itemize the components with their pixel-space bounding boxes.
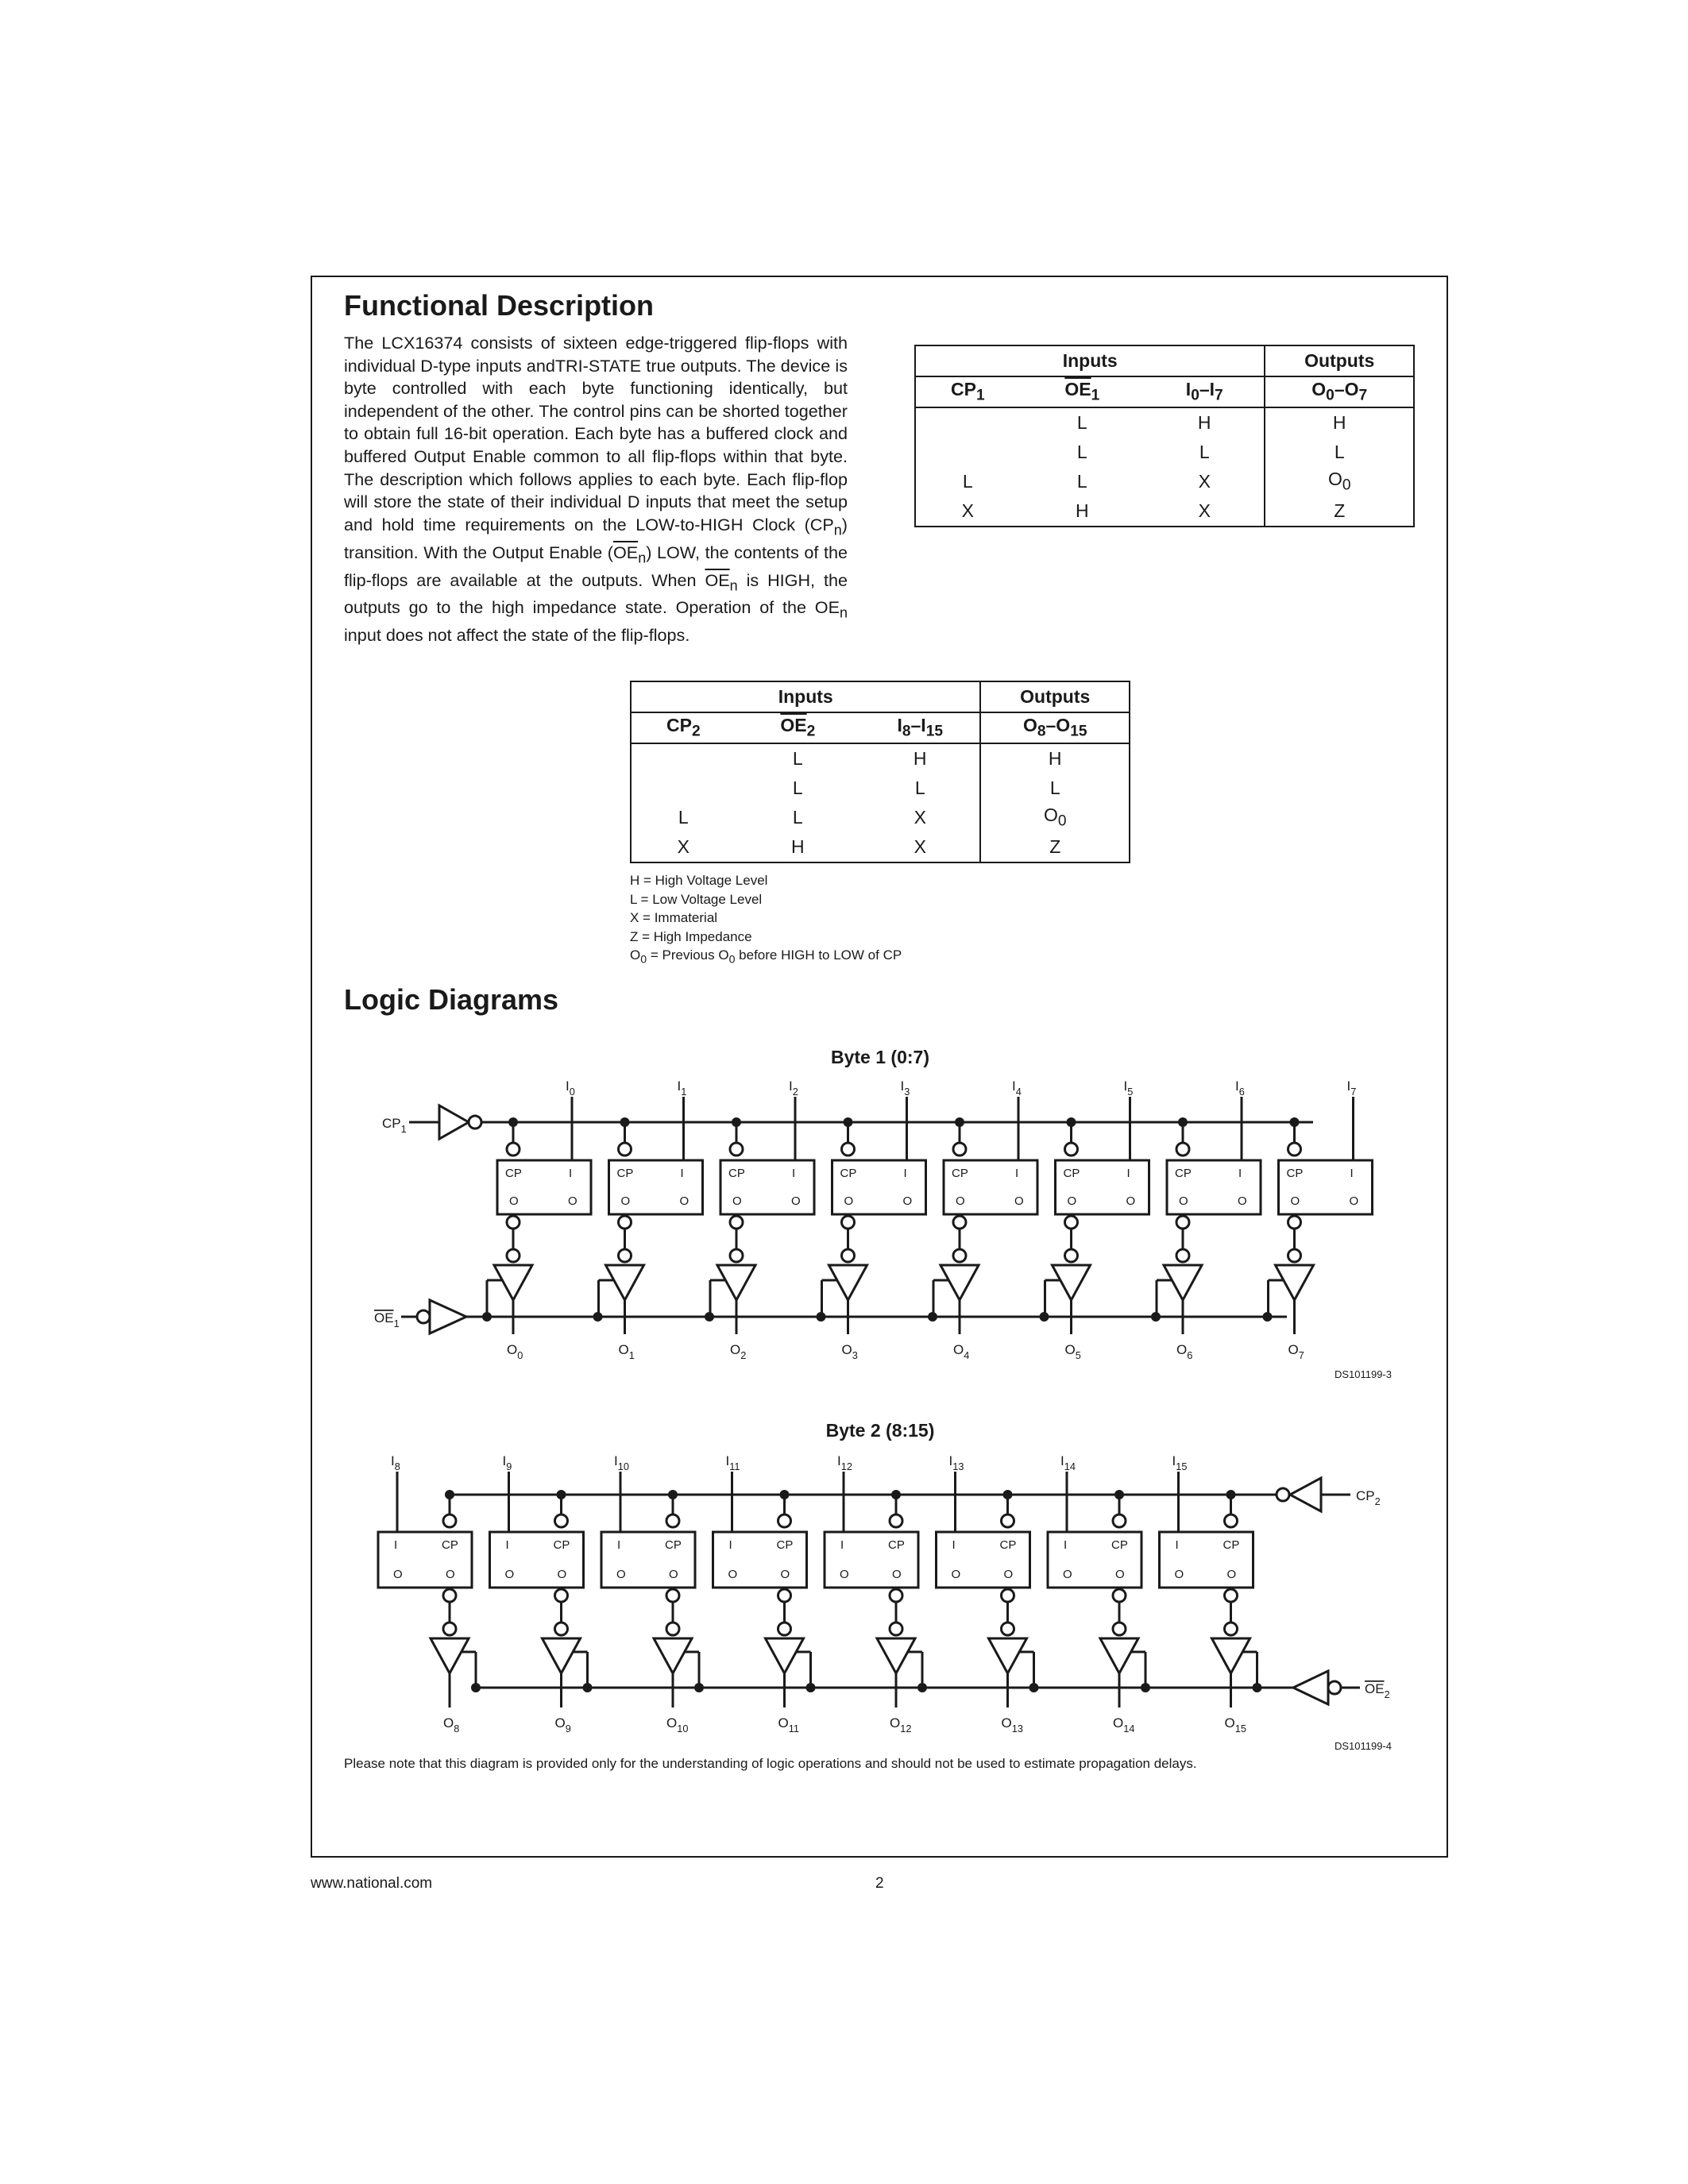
- flip-flop-i-pin: I: [1064, 1538, 1068, 1552]
- inversion-bubble: [1113, 1515, 1126, 1527]
- flip-flop-i-pin: I: [617, 1538, 621, 1552]
- flip-flop-cp-pin: CP: [1111, 1538, 1128, 1552]
- flip-flop-o-pin: O: [1290, 1194, 1300, 1208]
- output-label: $O_{10}$: [666, 1715, 689, 1734]
- flip-flop-o-pin: O: [616, 1568, 626, 1581]
- flip-flop-i-pin: I: [1350, 1167, 1354, 1180]
- inversion-bubble: [778, 1623, 791, 1635]
- tristate-buffer-triangle: [654, 1638, 692, 1673]
- flip-flop-i-pin: I: [1238, 1167, 1242, 1180]
- input-label: $I_6$: [1235, 1078, 1245, 1098]
- flip-flop-o-pin: O: [446, 1568, 455, 1581]
- cp1-buffer-triangle: [439, 1106, 469, 1139]
- tristate-buffer-triangle: [606, 1265, 644, 1300]
- flip-flop-cp-pin: CP: [553, 1538, 570, 1552]
- flip-flop-cp-pin: CP: [1063, 1167, 1080, 1180]
- inversion-bubble: [842, 1249, 855, 1262]
- flip-flop-i-pin: I: [903, 1167, 907, 1180]
- flip-flop-o-pin: O: [892, 1568, 902, 1581]
- figure-id-byte1: DS101199-3: [1334, 1368, 1392, 1380]
- flip-flop-cp-pin: CP: [999, 1538, 1017, 1552]
- tristate-buffer-triangle: [1212, 1638, 1250, 1673]
- flip-flop-i-pin: I: [680, 1167, 684, 1180]
- inversion-bubble: [619, 1216, 632, 1229]
- inversion-bubble: [507, 1216, 520, 1229]
- inversion-bubble: [619, 1249, 632, 1262]
- flip-flop-cp-pin: CP: [1223, 1538, 1240, 1552]
- flip-flop-o-pin: O: [393, 1568, 403, 1581]
- flip-flop-cp-pin: CP: [840, 1167, 857, 1180]
- output-label: $O_1$: [618, 1342, 635, 1361]
- input-label: $I_{15}$: [1172, 1453, 1188, 1472]
- inversion-bubble: [953, 1249, 966, 1262]
- junction-dot: [806, 1683, 816, 1692]
- flip-flop-o-pin: O: [1126, 1194, 1136, 1208]
- output-label: $O_6$: [1176, 1342, 1193, 1361]
- flip-flop-o-pin: O: [791, 1194, 801, 1208]
- junction-dot: [1141, 1683, 1150, 1692]
- output-label: $O_0$: [507, 1342, 523, 1361]
- flip-flop-cp-pin: CP: [1175, 1167, 1192, 1180]
- flip-flop-i-pin: I: [394, 1538, 398, 1552]
- inversion-bubble: [890, 1589, 902, 1602]
- flip-flop-i-pin: I: [840, 1538, 844, 1552]
- inversion-bubble: [730, 1249, 743, 1262]
- flip-flop-o-pin: O: [951, 1568, 961, 1581]
- flip-flop-o-pin: O: [679, 1194, 689, 1208]
- table-row: X H X Z: [631, 832, 1130, 862]
- col-header-inputs: $I_8-I_{15}$: [860, 712, 980, 743]
- tristate-buffer-triangle: [877, 1638, 915, 1673]
- inversion-bubble: [1002, 1589, 1014, 1602]
- tristate-buffer-triangle: [941, 1265, 979, 1300]
- flip-flop-cp-pin: CP: [888, 1538, 905, 1552]
- functional-description-paragraph: The LCX16374 consists of sixteen edge-triggered flip-flops with individual D-type inputs andTRI-STATE true outputs. The device is byte controlled with each byte functioning identically, but independent of the other. The control pins can be shorted together to obtain full 16-bit operation. Each byte has a buffered clock and buffered Output Enable common to all flip-flops within that byte. The description which follows applies to each byte. Each flip-flop will store the state of their individual D inputs that meet the setup and hold time requirements on the LOW-to-HIGH Clock $(CP_n)$ transition. With the Output Enable $(\overline{OE}_n)$ LOW, the contents of the flip-flops are available at the outputs. When $\overline{OE}_n$ is HIGH, the outputs go to the high impedance state. Operation of the $OE_n$ input does not affect the state of the flip-flops.: [344, 333, 848, 646]
- input-label: $I_{12}$: [837, 1453, 852, 1472]
- inversion-bubble: [443, 1589, 456, 1602]
- flip-flop-i-pin: I: [1175, 1538, 1179, 1552]
- inversion-bubble: [619, 1143, 632, 1156]
- inversion-bubble: [555, 1515, 568, 1527]
- junction-dot: [471, 1683, 481, 1692]
- flip-flop-o-pin: O: [956, 1194, 965, 1208]
- flip-flop-o-pin: O: [504, 1568, 515, 1581]
- output-label: $O_5$: [1064, 1342, 1081, 1361]
- output-label: $O_{14}$: [1113, 1715, 1135, 1734]
- group-header-outputs: Outputs: [1265, 345, 1414, 376]
- input-label: $I_2$: [789, 1078, 798, 1098]
- inversion-bubble: [953, 1216, 966, 1229]
- group-header-inputs: Inputs: [631, 681, 980, 712]
- output-label: $O_7$: [1288, 1342, 1304, 1361]
- inversion-bubble: [555, 1623, 568, 1635]
- flip-flop-o-pin: O: [1238, 1194, 1247, 1208]
- input-label: $I_7$: [1346, 1078, 1357, 1098]
- flip-flop-o-pin: O: [844, 1194, 854, 1208]
- inversion-bubble: [555, 1589, 568, 1602]
- legend-immaterial: X = Immaterial: [630, 910, 718, 925]
- flip-flop-o-pin: O: [1115, 1568, 1125, 1581]
- table-row: L H H: [915, 407, 1414, 438]
- input-label: $I_0$: [566, 1078, 575, 1098]
- inversion-bubble: [1176, 1143, 1189, 1156]
- output-label: $O_9$: [554, 1715, 571, 1734]
- inversion-bubble: [1065, 1143, 1078, 1156]
- flip-flop-o-pin: O: [1003, 1568, 1014, 1581]
- flip-flop-i-pin: I: [728, 1538, 732, 1552]
- col-header-inputs: $I_0-I_7$: [1145, 376, 1265, 407]
- flip-flop-o-pin: O: [1349, 1194, 1359, 1208]
- inversion-bubble: [842, 1216, 855, 1229]
- table-row: L L L: [631, 774, 1130, 803]
- inversion-bubble: [890, 1623, 902, 1635]
- col-header-oe: $\overline{OE}_2$: [736, 712, 860, 743]
- flip-flop-o-pin: O: [902, 1194, 913, 1208]
- flip-flop-cp-pin: CP: [1286, 1167, 1304, 1180]
- flip-flop-i-pin: I: [569, 1167, 573, 1180]
- inversion-bubble: [1288, 1216, 1301, 1229]
- flip-flop-o-pin: O: [1014, 1194, 1024, 1208]
- flip-flop-cp-pin: CP: [728, 1167, 745, 1180]
- legend-high-impedance: Z = High Impedance: [630, 928, 752, 944]
- oe1-buffer-triangle: [430, 1300, 466, 1333]
- oe2-buffer-triangle: [1293, 1671, 1328, 1704]
- inversion-bubble: [1277, 1488, 1289, 1501]
- cp1-label: $CP_1$: [382, 1116, 407, 1135]
- inversion-bubble: [1176, 1216, 1189, 1229]
- table-row: L L X $O_0$: [631, 803, 1130, 832]
- input-label: $I_5$: [1123, 1078, 1134, 1098]
- legend-previous: $O_0$ = Previous $O_0$ before HIGH to LOW of CP: [630, 947, 902, 967]
- inversion-bubble: [443, 1515, 456, 1527]
- legend-low: L = Low Voltage Level: [630, 891, 763, 907]
- input-label: $I_{11}$: [725, 1453, 740, 1472]
- inversion-bubble: [443, 1623, 456, 1635]
- table-row: L L L: [915, 438, 1414, 467]
- table-row: L H H: [631, 743, 1130, 774]
- inversion-bubble: [1225, 1623, 1238, 1635]
- flip-flop-o-pin: O: [728, 1568, 738, 1581]
- junction-dot: [694, 1683, 704, 1692]
- junction-dot: [1029, 1683, 1039, 1692]
- tristate-buffer-triangle: [431, 1638, 469, 1673]
- tristate-buffer-triangle: [717, 1265, 755, 1300]
- tristate-buffer-triangle: [989, 1638, 1027, 1673]
- inversion-bubble: [1176, 1249, 1189, 1262]
- flip-flop-cp-pin: CP: [442, 1538, 458, 1552]
- junction-dot: [482, 1312, 492, 1322]
- footer-url[interactable]: www.national.com: [311, 1875, 433, 1892]
- output-label: $O_{12}$: [890, 1715, 912, 1734]
- cp2-label: $CP_2$: [1356, 1488, 1381, 1507]
- flip-flop-cp-pin: CP: [505, 1167, 522, 1180]
- tristate-buffer-triangle: [1164, 1265, 1202, 1300]
- group-header-inputs: Inputs: [915, 345, 1265, 376]
- cp2-buffer-triangle: [1290, 1478, 1321, 1511]
- inversion-bubble: [666, 1515, 679, 1527]
- output-label: $O_{13}$: [1001, 1715, 1023, 1734]
- tristate-buffer-triangle: [1100, 1638, 1138, 1673]
- flip-flop-o-pin: O: [1067, 1194, 1077, 1208]
- flip-flop-o-pin: O: [732, 1194, 742, 1208]
- diagram-note: Please note that this diagram is provided only for the understanding of logic operations and should not be used to estimate propagation delays.: [344, 1756, 1197, 1771]
- inversion-bubble: [417, 1310, 430, 1323]
- inversion-bubble: [842, 1143, 855, 1156]
- input-label: $I_{13}$: [948, 1453, 964, 1472]
- byte2-title: Byte 2 (8:15): [825, 1420, 935, 1441]
- flip-flop-i-pin: I: [792, 1167, 796, 1180]
- flip-flop-cp-pin: CP: [665, 1538, 682, 1552]
- inversion-bubble: [1225, 1515, 1238, 1527]
- input-label: $I_{10}$: [614, 1453, 629, 1472]
- inversion-bubble: [1002, 1515, 1014, 1527]
- flip-flop-o-pin: O: [1226, 1568, 1237, 1581]
- col-header-outputs: $O_8-O_{15}$: [980, 712, 1130, 743]
- inversion-bubble: [1225, 1589, 1238, 1602]
- junction-dot: [1253, 1683, 1262, 1692]
- inversion-bubble: [778, 1515, 791, 1527]
- flip-flop-o-pin: O: [1063, 1568, 1072, 1581]
- flip-flop-o-pin: O: [568, 1194, 577, 1208]
- input-label: $I_1$: [677, 1078, 687, 1098]
- flip-flop-i-pin: I: [1126, 1167, 1130, 1180]
- section-title-functional-description: Functional Description: [344, 289, 655, 322]
- col-header-outputs: $O_0-O_7$: [1265, 376, 1414, 407]
- inversion-bubble: [778, 1589, 791, 1602]
- flip-flop-o-pin: O: [1174, 1568, 1184, 1581]
- flip-flop-cp-pin: CP: [952, 1167, 968, 1180]
- input-label: $I_{14}$: [1060, 1453, 1076, 1472]
- col-header-cp: $CP_2$: [631, 712, 736, 743]
- inversion-bubble: [1113, 1589, 1126, 1602]
- flip-flop-o-pin: O: [557, 1568, 567, 1581]
- inversion-bubble: [730, 1216, 743, 1229]
- flip-flop-i-pin: I: [505, 1538, 509, 1552]
- output-label: $O_2$: [730, 1342, 747, 1361]
- byte1-title: Byte 1 (0:7): [831, 1047, 929, 1067]
- input-label: $I_9$: [502, 1453, 512, 1472]
- flip-flop-o-pin: O: [780, 1568, 790, 1581]
- input-label: $I_3$: [900, 1078, 910, 1098]
- flip-flop-o-pin: O: [840, 1568, 849, 1581]
- inversion-bubble: [507, 1249, 520, 1262]
- junction-dot: [917, 1683, 927, 1692]
- tristate-buffer-triangle: [543, 1638, 581, 1673]
- inversion-bubble: [1065, 1216, 1078, 1229]
- section-title-logic-diagrams: Logic Diagrams: [344, 983, 559, 1016]
- tristate-buffer-triangle: [766, 1638, 804, 1673]
- inversion-bubble: [1002, 1623, 1014, 1635]
- inversion-bubble: [1113, 1623, 1126, 1635]
- inversion-bubble: [666, 1623, 679, 1635]
- flip-flop-o-pin: O: [509, 1194, 519, 1208]
- input-label: $I_8$: [391, 1453, 400, 1472]
- figure-id-byte2: DS101199-4: [1334, 1740, 1392, 1752]
- output-label: $O_4$: [953, 1342, 970, 1361]
- col-header-oe: $\overline{OE}_1$: [1020, 376, 1145, 407]
- inversion-bubble: [469, 1116, 481, 1129]
- tristate-buffer-triangle: [829, 1265, 867, 1300]
- legend-high: H = High Voltage Level: [630, 873, 768, 888]
- output-label: $O_3$: [841, 1342, 858, 1361]
- inversion-bubble: [1328, 1681, 1341, 1694]
- flip-flop-cp-pin: CP: [616, 1167, 634, 1180]
- table-row: L L X $O_0$: [915, 467, 1414, 496]
- output-label: $O_8$: [443, 1715, 460, 1734]
- oe1-label: $OE_1$: [374, 1310, 400, 1329]
- flip-flop-i-pin: I: [952, 1538, 956, 1552]
- col-header-cp: $CP_1$: [915, 376, 1020, 407]
- flip-flop-cp-pin: CP: [776, 1538, 794, 1552]
- table-row: X H X Z: [915, 496, 1414, 527]
- flip-flop-o-pin: O: [669, 1568, 678, 1581]
- inversion-bubble: [666, 1589, 679, 1602]
- tristate-buffer-triangle: [1276, 1265, 1314, 1300]
- inversion-bubble: [953, 1143, 966, 1156]
- oe2-label: $OE_2$: [1365, 1681, 1390, 1700]
- flip-flop-o-pin: O: [1179, 1194, 1188, 1208]
- output-label: $O_{15}$: [1224, 1715, 1246, 1734]
- inversion-bubble: [1288, 1249, 1301, 1262]
- flip-flop-i-pin: I: [1015, 1167, 1019, 1180]
- inversion-bubble: [890, 1515, 902, 1527]
- inversion-bubble: [1065, 1249, 1078, 1262]
- inversion-bubble: [1288, 1143, 1301, 1156]
- junction-dot: [583, 1683, 593, 1692]
- group-header-outputs: Outputs: [980, 681, 1130, 712]
- inversion-bubble: [507, 1143, 520, 1156]
- output-label: $O_{11}$: [778, 1715, 799, 1734]
- page-number: 2: [875, 1875, 884, 1892]
- tristate-buffer-triangle: [1053, 1265, 1091, 1300]
- flip-flop-o-pin: O: [620, 1194, 631, 1208]
- tristate-buffer-triangle: [494, 1265, 532, 1300]
- input-label: $I_4$: [1012, 1078, 1022, 1098]
- inversion-bubble: [730, 1143, 743, 1156]
